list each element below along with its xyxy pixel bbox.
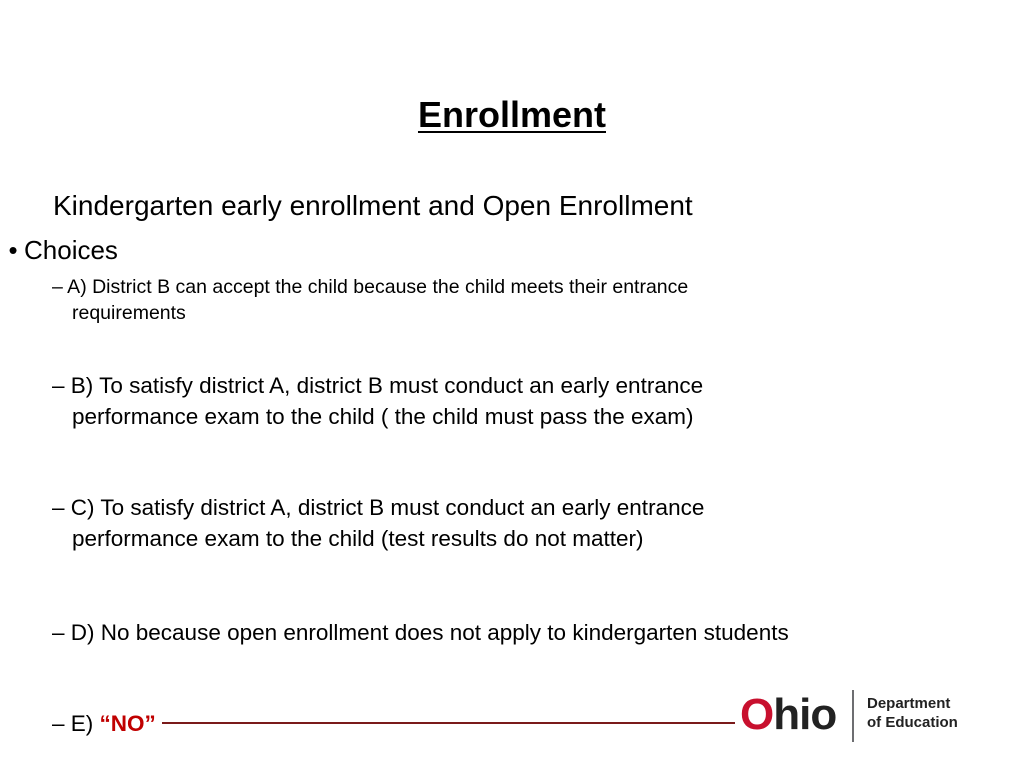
choice-c-line1: – C) To satisfy district A, district B must conduct an early entrance bbox=[52, 495, 705, 520]
choice-c-line2: performance exam to the child (test results do not matter) bbox=[72, 526, 644, 551]
choice-a bbox=[52, 274, 688, 326]
choice-a-line2: requirements bbox=[72, 302, 186, 324]
choice-d bbox=[52, 617, 789, 648]
choice-c bbox=[52, 492, 704, 554]
footer-rule bbox=[162, 722, 735, 724]
slide-subtitle: Kindergarten early enrollment and Open Enrollment bbox=[53, 190, 693, 221]
logo-divider bbox=[852, 690, 854, 742]
bullet-glyph: • bbox=[8, 235, 18, 265]
slide-title: Enrollment bbox=[417, 94, 606, 135]
ohio-department-of-education-logo bbox=[740, 688, 980, 744]
ohio-wordmark bbox=[740, 690, 836, 740]
logo-department-text bbox=[867, 694, 958, 732]
ohio-wordmark-rest: hio bbox=[773, 690, 837, 739]
bullet-label: Choices bbox=[24, 235, 118, 265]
logo-dept-line2: of Education bbox=[867, 714, 958, 731]
choice-e-line1 bbox=[52, 708, 156, 739]
choice-e bbox=[52, 708, 156, 739]
choice-e-answer: “NO” bbox=[99, 711, 156, 736]
choice-d-line1: – D) No because open enrollment does not apply to kindergarten students bbox=[52, 620, 789, 645]
choice-a-line1: – A) District B can accept the child because the child meets their entrance bbox=[52, 276, 689, 298]
logo-dept-line1: Department bbox=[867, 695, 951, 712]
choice-b-line2: performance exam to the child ( the child must pass the exam) bbox=[72, 404, 694, 429]
bullet-choices bbox=[2, 235, 118, 266]
choice-b-line1: – B) To satisfy district A, district B must conduct an early entrance bbox=[52, 373, 704, 398]
ohio-wordmark-o: O bbox=[740, 690, 774, 739]
choice-b bbox=[52, 370, 703, 432]
choice-e-prefix: – E) bbox=[52, 711, 100, 736]
